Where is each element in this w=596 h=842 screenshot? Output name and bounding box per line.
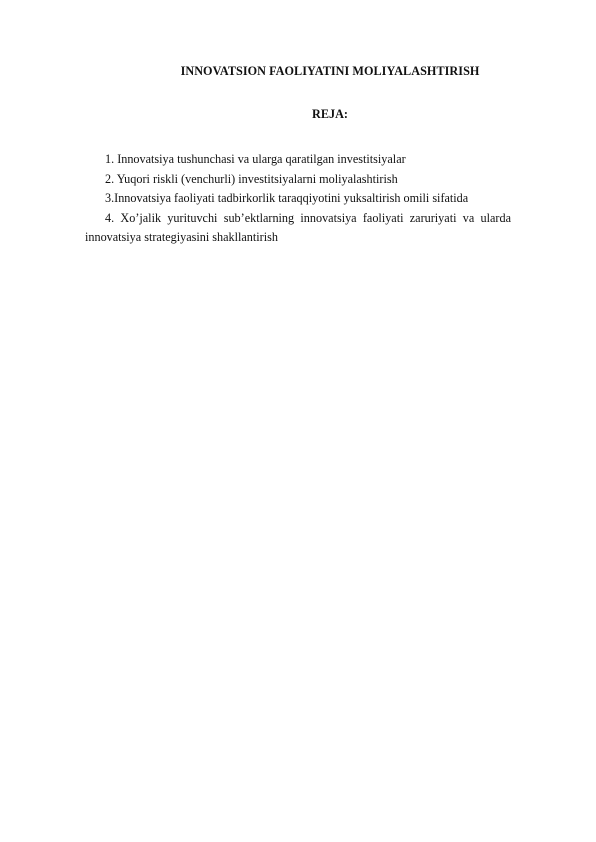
document-title: INNOVATSION FAOLIYATINI MOLIYALASHTIRISH — [180, 64, 480, 78]
list-item: 2. Yuqori riskli (venchurli) investitsiyalarni moliyalashtirish — [105, 171, 398, 186]
list-item: 3.Innovatsiya faoliyati tadbirkorlik taraqqiyotini yuksaltirish omili sifatida — [105, 191, 469, 205]
plan-heading: REJA: — [312, 107, 348, 121]
list-item: 1. Innovatsiya tushunchasi va ularga qaratilgan investitsiyalar — [105, 152, 406, 166]
plan-list — [85, 150, 511, 248]
list-item: 4. Xo’jalik yurituvchi sub’ektlarning innovatsiya faoliyati zaruriyati va ularda innovatsiya strategiyasini shakllantirish — [85, 210, 511, 244]
